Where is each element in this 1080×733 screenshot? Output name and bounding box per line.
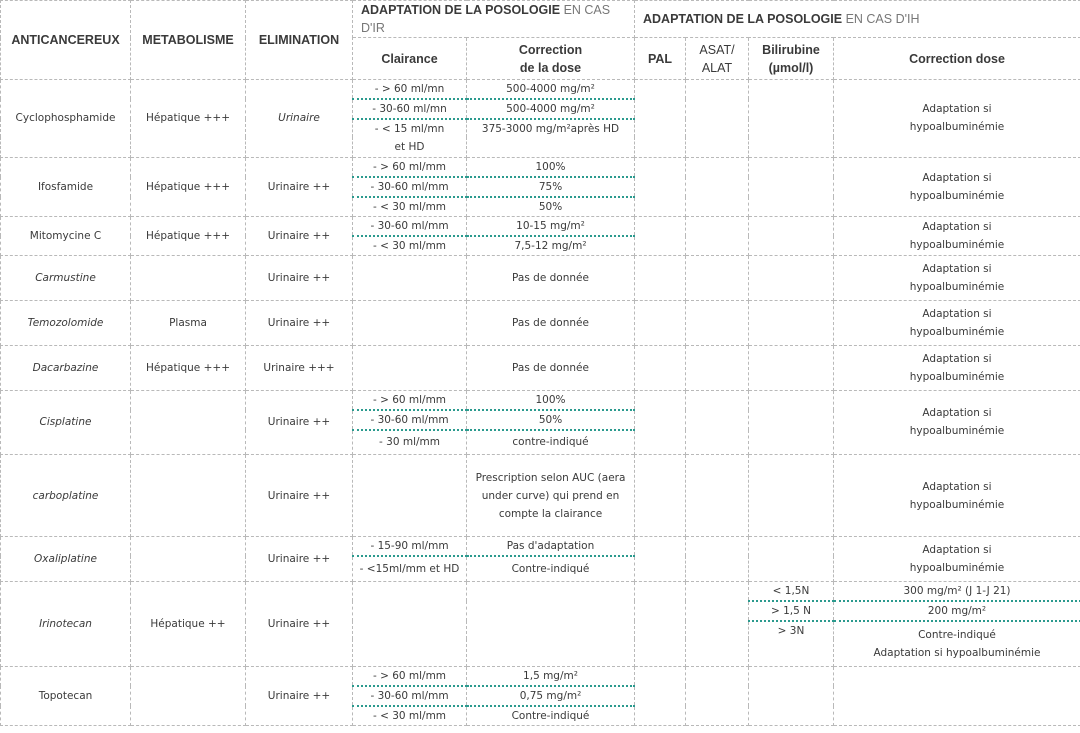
asat-alat-cell bbox=[686, 216, 749, 255]
drug-name: Ifosfamide bbox=[1, 157, 131, 216]
asat-alat-cell bbox=[686, 667, 749, 726]
drug-elimination: Urinaire ++ bbox=[246, 157, 353, 216]
drug-metabolism: Hépatique +++ bbox=[131, 216, 246, 255]
drug-metabolism: Hépatique ++ bbox=[131, 581, 246, 667]
clairance-cell: - < 30 ml/mm bbox=[353, 706, 467, 726]
bilirubine-cell: < 1,5N bbox=[749, 581, 834, 601]
clairance-cell bbox=[353, 455, 467, 537]
correction-cell: 100% bbox=[467, 390, 635, 410]
header-group-ir: ADAPTATION DE LA POSOLOGIE EN CAS D'IR bbox=[353, 1, 635, 38]
asat-alat-cell bbox=[686, 300, 749, 345]
table-row bbox=[1, 300, 1080, 345]
header-clairance: Clairance bbox=[353, 38, 467, 80]
table-row bbox=[1, 157, 1080, 177]
drug-name: Cyclophosphamide bbox=[1, 80, 131, 158]
correction-dose-cell: Adaptation si hypoalbuminémie bbox=[834, 455, 1080, 537]
drug-metabolism: Hépatique +++ bbox=[131, 157, 246, 216]
table-row bbox=[1, 455, 1080, 537]
clairance-cell: - < 30 ml/mm bbox=[353, 197, 467, 217]
pal-cell bbox=[635, 157, 686, 216]
correction-dose-cell bbox=[834, 667, 1080, 726]
drug-elimination: Urinaire ++ bbox=[246, 255, 353, 300]
bilirubine-cell: > 3N bbox=[749, 621, 834, 667]
asat-alat-cell bbox=[686, 255, 749, 300]
pal-cell bbox=[635, 300, 686, 345]
correction-cell: Pas de donnée bbox=[467, 255, 635, 300]
clairance-cell: - 15-90 ml/mm bbox=[353, 537, 467, 557]
clairance-cell: - <15ml/mm et HD bbox=[353, 556, 467, 581]
drug-name: carboplatine bbox=[1, 455, 131, 537]
correction-dose-cell: Adaptation si hypoalbuminémie bbox=[834, 157, 1080, 216]
clairance-cell: - 30-60 ml/mm bbox=[353, 216, 467, 236]
correction-cell: Pas de donnée bbox=[467, 345, 635, 390]
asat-alat-cell bbox=[686, 80, 749, 158]
correction-dose-cell: Adaptation si hypoalbuminémie bbox=[834, 390, 1080, 455]
bilirubine-cell bbox=[749, 390, 834, 455]
correction-dose-cell: Adaptation si hypoalbuminémie bbox=[834, 300, 1080, 345]
pal-cell bbox=[635, 667, 686, 726]
correction-dose-cell: Adaptation si hypoalbuminémie bbox=[834, 80, 1080, 158]
clairance-cell bbox=[353, 255, 467, 300]
asat-alat-cell bbox=[686, 581, 749, 667]
correction-cell: 1,5 mg/m² bbox=[467, 667, 635, 687]
drug-name: Mitomycine C bbox=[1, 216, 131, 255]
correction-cell: Pas d'adaptation bbox=[467, 537, 635, 557]
header-asat-alat: ASAT/ ALAT bbox=[686, 38, 749, 80]
bilirubine-cell bbox=[749, 537, 834, 582]
pal-cell bbox=[635, 390, 686, 455]
pal-cell bbox=[635, 581, 686, 667]
clairance-cell: - 30-60 ml/mm bbox=[353, 686, 467, 706]
asat-alat-cell bbox=[686, 455, 749, 537]
header-pal: PAL bbox=[635, 38, 686, 80]
table-row bbox=[1, 255, 1080, 300]
drug-metabolism: Hépatique +++ bbox=[131, 80, 246, 158]
pal-cell bbox=[635, 455, 686, 537]
drug-name: Dacarbazine bbox=[1, 345, 131, 390]
correction-cell: 75% bbox=[467, 177, 635, 197]
pal-cell bbox=[635, 216, 686, 255]
correction-cell: Pas de donnée bbox=[467, 300, 635, 345]
drug-name: Temozolomide bbox=[1, 300, 131, 345]
correction-dose-cell: 300 mg/m² (J 1-J 21) bbox=[834, 581, 1080, 601]
pal-cell bbox=[635, 255, 686, 300]
bilirubine-cell: > 1,5 N bbox=[749, 601, 834, 621]
drug-metabolism bbox=[131, 537, 246, 582]
clairance-cell: - > 60 ml/mm bbox=[353, 157, 467, 177]
bilirubine-cell bbox=[749, 345, 834, 390]
drug-elimination: Urinaire ++ bbox=[246, 390, 353, 455]
clairance-cell: - 30 ml/mm bbox=[353, 430, 467, 455]
drug-metabolism: Plasma bbox=[131, 300, 246, 345]
clairance-cell bbox=[353, 300, 467, 345]
clairance-cell: - 30-60 ml/mm bbox=[353, 177, 467, 197]
header-anticancereux: ANTICANCEREUX bbox=[1, 1, 131, 80]
correction-cell: Contre-indiqué bbox=[467, 556, 635, 581]
clairance-cell bbox=[353, 345, 467, 390]
drug-metabolism bbox=[131, 390, 246, 455]
correction-dose-cell: 200 mg/m² bbox=[834, 601, 1080, 621]
drug-name: Oxaliplatine bbox=[1, 537, 131, 582]
drug-name: Cisplatine bbox=[1, 390, 131, 455]
bilirubine-cell bbox=[749, 300, 834, 345]
drug-metabolism: Hépatique +++ bbox=[131, 345, 246, 390]
pal-cell bbox=[635, 345, 686, 390]
clairance-cell: - > 60 ml/mn bbox=[353, 80, 467, 100]
drug-metabolism bbox=[131, 455, 246, 537]
correction-cell: contre-indiqué bbox=[467, 430, 635, 455]
asat-alat-cell bbox=[686, 345, 749, 390]
table-row bbox=[1, 390, 1080, 410]
header-elimination: ELIMINATION bbox=[246, 1, 353, 80]
correction-cell: 0,75 mg/m² bbox=[467, 686, 635, 706]
asat-alat-cell bbox=[686, 390, 749, 455]
correction-dose-cell: Adaptation si hypoalbuminémie bbox=[834, 345, 1080, 390]
correction-cell bbox=[467, 581, 635, 667]
drug-name: Irinotecan bbox=[1, 581, 131, 667]
bilirubine-cell bbox=[749, 455, 834, 537]
table-row bbox=[1, 581, 1080, 601]
clairance-cell: - 30-60 ml/mm bbox=[353, 410, 467, 430]
pal-cell bbox=[635, 537, 686, 582]
table-row bbox=[1, 667, 1080, 687]
correction-cell: 50% bbox=[467, 410, 635, 430]
clairance-cell bbox=[353, 581, 467, 667]
bilirubine-cell bbox=[749, 157, 834, 216]
correction-cell: 500-4000 mg/m² bbox=[467, 99, 635, 119]
correction-cell: 375-3000 mg/m²après HD bbox=[467, 119, 635, 157]
bilirubine-cell bbox=[749, 216, 834, 255]
correction-dose-cell: Adaptation si hypoalbuminémie bbox=[834, 537, 1080, 582]
table-row bbox=[1, 345, 1080, 390]
clairance-cell: - > 60 ml/mm bbox=[353, 667, 467, 687]
correction-dose-cell: Adaptation si hypoalbuminémie bbox=[834, 216, 1080, 255]
table-row bbox=[1, 537, 1080, 557]
bilirubine-cell bbox=[749, 80, 834, 158]
asat-alat-cell bbox=[686, 157, 749, 216]
correction-dose-cell: Contre-indiqué Adaptation si hypoalbuminémie bbox=[834, 621, 1080, 667]
clairance-cell: - < 15 ml/mn et HD bbox=[353, 119, 467, 157]
clairance-cell: - < 30 ml/mm bbox=[353, 236, 467, 256]
bilirubine-cell bbox=[749, 667, 834, 726]
correction-cell: 7,5-12 mg/m² bbox=[467, 236, 635, 256]
drug-name: Topotecan bbox=[1, 667, 131, 726]
table-row bbox=[1, 80, 1080, 100]
header-correction-dose: Correction dose bbox=[834, 38, 1080, 80]
pal-cell bbox=[635, 80, 686, 158]
drug-elimination: Urinaire ++ bbox=[246, 216, 353, 255]
drug-metabolism bbox=[131, 255, 246, 300]
bilirubine-cell bbox=[749, 255, 834, 300]
drug-elimination: Urinaire bbox=[246, 80, 353, 158]
drug-elimination: Urinaire ++ bbox=[246, 455, 353, 537]
drug-elimination: Urinaire ++ bbox=[246, 581, 353, 667]
correction-cell: Prescription selon AUC (aera under curve) qui prend en compte la clairance bbox=[467, 455, 635, 537]
asat-alat-cell bbox=[686, 537, 749, 582]
correction-dose-cell: Adaptation si hypoalbuminémie bbox=[834, 255, 1080, 300]
drug-name: Carmustine bbox=[1, 255, 131, 300]
header-correction: Correction de la dose bbox=[467, 38, 635, 80]
clairance-cell: - > 60 ml/mm bbox=[353, 390, 467, 410]
header-metabolisme: METABOLISME bbox=[131, 1, 246, 80]
drug-elimination: Urinaire ++ bbox=[246, 300, 353, 345]
drug-elimination: Urinaire ++ bbox=[246, 537, 353, 582]
correction-cell: 500-4000 mg/m² bbox=[467, 80, 635, 100]
table-row bbox=[1, 216, 1080, 236]
header-bilirubine: Bilirubine (µmol/l) bbox=[749, 38, 834, 80]
correction-cell: Contre-indiqué bbox=[467, 706, 635, 726]
correction-cell: 100% bbox=[467, 157, 635, 177]
drug-metabolism bbox=[131, 667, 246, 726]
drug-elimination: Urinaire ++ bbox=[246, 667, 353, 726]
correction-cell: 50% bbox=[467, 197, 635, 217]
clairance-cell: - 30-60 ml/mn bbox=[353, 99, 467, 119]
drug-elimination: Urinaire +++ bbox=[246, 345, 353, 390]
correction-cell: 10-15 mg/m² bbox=[467, 216, 635, 236]
header-group-ih: ADAPTATION DE LA POSOLOGIE EN CAS D'IH bbox=[635, 1, 1080, 38]
